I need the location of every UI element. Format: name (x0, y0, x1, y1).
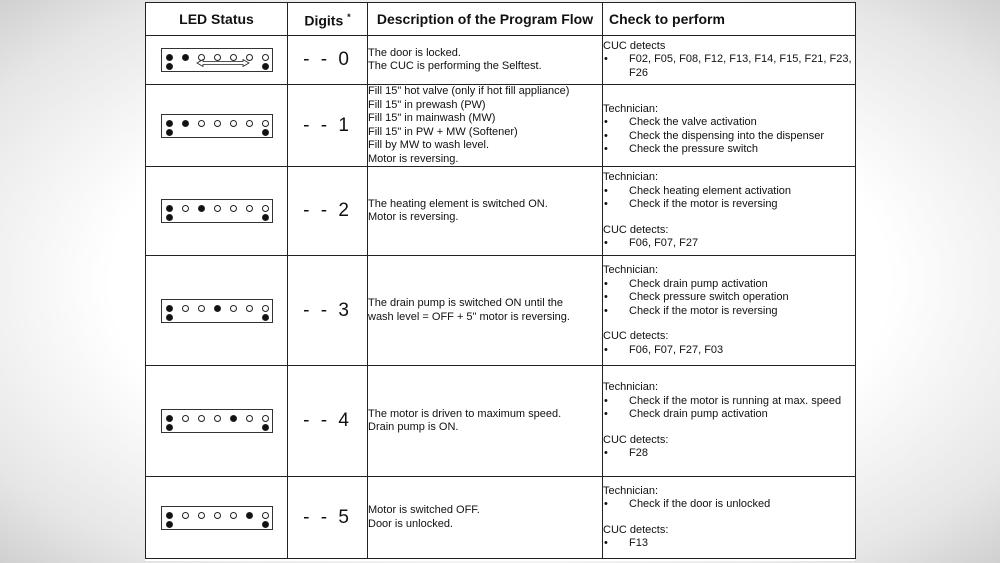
spacer (603, 212, 855, 224)
spacer (603, 422, 855, 434)
description-cell (368, 167, 603, 256)
led-indicator (182, 120, 189, 127)
led-indicator (166, 512, 173, 519)
header-led-status: LED Status (146, 3, 288, 36)
check-item: • Check if the door is unlocked (603, 498, 855, 512)
description-line: The drain pump is switched ON until the (368, 297, 564, 309)
check-cell (603, 85, 856, 167)
check-item: • Check the pressure switch (603, 143, 855, 157)
table-header-row (146, 3, 856, 36)
led-indicator (166, 205, 173, 212)
led-indicator (166, 120, 173, 127)
description-line: The heating element is switched ON. (368, 197, 548, 210)
led-indicator (166, 214, 173, 221)
digits-cell: - - 2 (288, 167, 368, 256)
table-row (146, 36, 856, 85)
error-code-item: • F06, F07, F27, F03 (603, 344, 855, 358)
description-line: Fill 15" in PW + MW (Softener) (368, 125, 518, 138)
led-indicator (262, 314, 269, 321)
digits-cell: - - 5 (288, 477, 368, 559)
table-row (146, 167, 856, 256)
led-indicator (166, 54, 173, 61)
table-row (146, 85, 856, 167)
technician-title: Technician: (603, 484, 659, 497)
led-status-cell (146, 477, 288, 559)
led-indicator (246, 305, 253, 312)
led-indicator (262, 205, 269, 212)
cuc-title: CUC detects: (603, 433, 669, 446)
check-item: • Check heating element activation (603, 185, 855, 199)
spacer (603, 512, 855, 524)
technician-title: Technician: (603, 171, 659, 184)
led-indicator (230, 305, 237, 312)
description-line: Fill 15" in mainwash (MW) (368, 112, 496, 124)
digits-cell: - - 0 (288, 36, 368, 85)
description-cell (368, 85, 603, 167)
header-digits-mark: * (347, 11, 351, 22)
spacer (603, 318, 855, 330)
led-indicator (166, 424, 173, 431)
description-cell (368, 256, 603, 366)
cuc-error-codes (603, 447, 855, 461)
error-code-item: • F06, F07, F27 (603, 237, 855, 251)
led-status-cell (146, 366, 288, 477)
check-item: • Check the valve activation (603, 116, 855, 130)
check-item: • Check if the motor is reversing (603, 305, 855, 319)
technician-title: Technician: (603, 381, 659, 394)
led-indicator (182, 205, 189, 212)
cuc-title: CUC detects (603, 39, 666, 52)
led-indicator (262, 129, 269, 136)
led-indicator (246, 415, 253, 422)
description-line: Door is unlocked. (368, 517, 453, 530)
led-indicator (214, 512, 221, 519)
check-item: • Check if the motor is reversing (603, 198, 855, 212)
led-status-cell (146, 85, 288, 167)
led-indicator (214, 415, 221, 422)
led-status-cell (146, 36, 288, 85)
description-cell (368, 36, 603, 85)
document-sheet (145, 2, 855, 561)
led-indicator (262, 63, 269, 70)
technician-title: Technician: (603, 264, 659, 276)
led-indicator (198, 305, 205, 312)
led-indicator (182, 415, 189, 422)
description-line: Fill by MW to wash level. (368, 139, 490, 151)
led-strip (161, 299, 273, 323)
led-indicator (198, 120, 205, 127)
technician-checks (603, 185, 855, 212)
led-status-cell (146, 256, 288, 366)
cuc-error-codes (603, 53, 855, 80)
technician-checks (603, 116, 855, 157)
led-indicator (230, 415, 237, 422)
header-digits (288, 3, 368, 36)
led-indicator (166, 415, 173, 422)
led-strip (161, 506, 273, 530)
led-indicator (262, 54, 269, 61)
description-line: wash level = OFF + 5" motor is reversing. (368, 310, 570, 323)
led-indicator (262, 415, 269, 422)
led-strip (161, 114, 273, 138)
led-indicator (214, 205, 221, 212)
led-indicator (262, 214, 269, 221)
description-cell (368, 366, 603, 477)
check-item: • Check drain pump activation (603, 278, 855, 292)
led-indicator (166, 129, 173, 136)
error-code-item: • F13 (603, 537, 855, 551)
technician-checks (603, 395, 855, 422)
check-item: • Check the dispensing into the dispenser (603, 130, 855, 144)
description-line: Motor is reversing. (368, 152, 459, 165)
led-indicator (182, 54, 189, 61)
led-indicator (246, 205, 253, 212)
led-indicator (214, 120, 221, 127)
description-line: The door is locked. (368, 46, 461, 59)
description-line: The motor is driven to maximum speed. (368, 407, 562, 420)
header-check: Check to perform (603, 3, 856, 36)
digits-cell: - - 3 (288, 256, 368, 366)
technician-title: Technician: (603, 102, 659, 115)
header-digits-label: Digits (304, 12, 344, 29)
led-status-cell (146, 167, 288, 256)
led-indicator (166, 63, 173, 70)
led-indicator (214, 305, 221, 312)
double-arrow-icon (196, 59, 250, 67)
led-strip (161, 409, 273, 433)
cuc-error-codes (603, 237, 855, 251)
cuc-title: CUC detects: (603, 223, 669, 236)
technician-checks (603, 498, 855, 512)
led-strip (161, 48, 273, 72)
led-indicator (166, 305, 173, 312)
description-line: Motor is reversing. (368, 211, 459, 223)
led-strip (161, 199, 273, 223)
description-line: The CUC is performing the Selftest. (368, 60, 542, 72)
cuc-title: CUC detects: (603, 330, 669, 342)
led-indicator (166, 521, 173, 528)
led-indicator (246, 512, 253, 519)
check-item: • Check if the motor is running at max. speed (603, 395, 855, 409)
digits-cell: - - 4 (288, 366, 368, 477)
check-cell (603, 366, 856, 477)
led-indicator (262, 305, 269, 312)
led-status-table (145, 2, 856, 559)
led-indicator (230, 512, 237, 519)
table-row (146, 366, 856, 477)
led-indicator (166, 314, 173, 321)
digits-cell: - - 1 (288, 85, 368, 167)
technician-checks (603, 278, 855, 319)
cuc-error-codes (603, 537, 855, 551)
description-line: Fill 15" hot valve (only if hot fill appliance) (368, 85, 570, 97)
led-indicator (230, 205, 237, 212)
table-row (146, 477, 856, 559)
check-cell (603, 36, 856, 85)
check-item: • Check drain pump activation (603, 408, 855, 422)
led-indicator (198, 415, 205, 422)
led-indicator (198, 512, 205, 519)
led-indicator (262, 512, 269, 519)
led-indicator (182, 512, 189, 519)
cuc-error-codes (603, 344, 855, 358)
error-code-item: • F28 (603, 447, 855, 461)
led-indicator (230, 120, 237, 127)
description-cell (368, 477, 603, 559)
check-cell (603, 477, 856, 559)
description-line: Fill 15" in prewash (PW) (368, 98, 486, 111)
check-cell (603, 256, 856, 366)
description-line: Motor is switched OFF. (368, 504, 480, 516)
check-item: • Check pressure switch operation (603, 291, 855, 305)
header-description: Description of the Program Flow (368, 3, 603, 36)
led-indicator (262, 120, 269, 127)
description-line: Drain pump is ON. (368, 421, 459, 433)
check-cell (603, 167, 856, 256)
led-indicator (198, 205, 205, 212)
error-code-item: • F02, F05, F08, F12, F13, F14, F15, F21, F23, F26 (603, 53, 855, 80)
led-indicator (246, 120, 253, 127)
led-indicator (262, 424, 269, 431)
led-indicator (262, 521, 269, 528)
table-row (146, 256, 856, 366)
led-indicator (182, 305, 189, 312)
cuc-title: CUC detects: (603, 523, 669, 536)
